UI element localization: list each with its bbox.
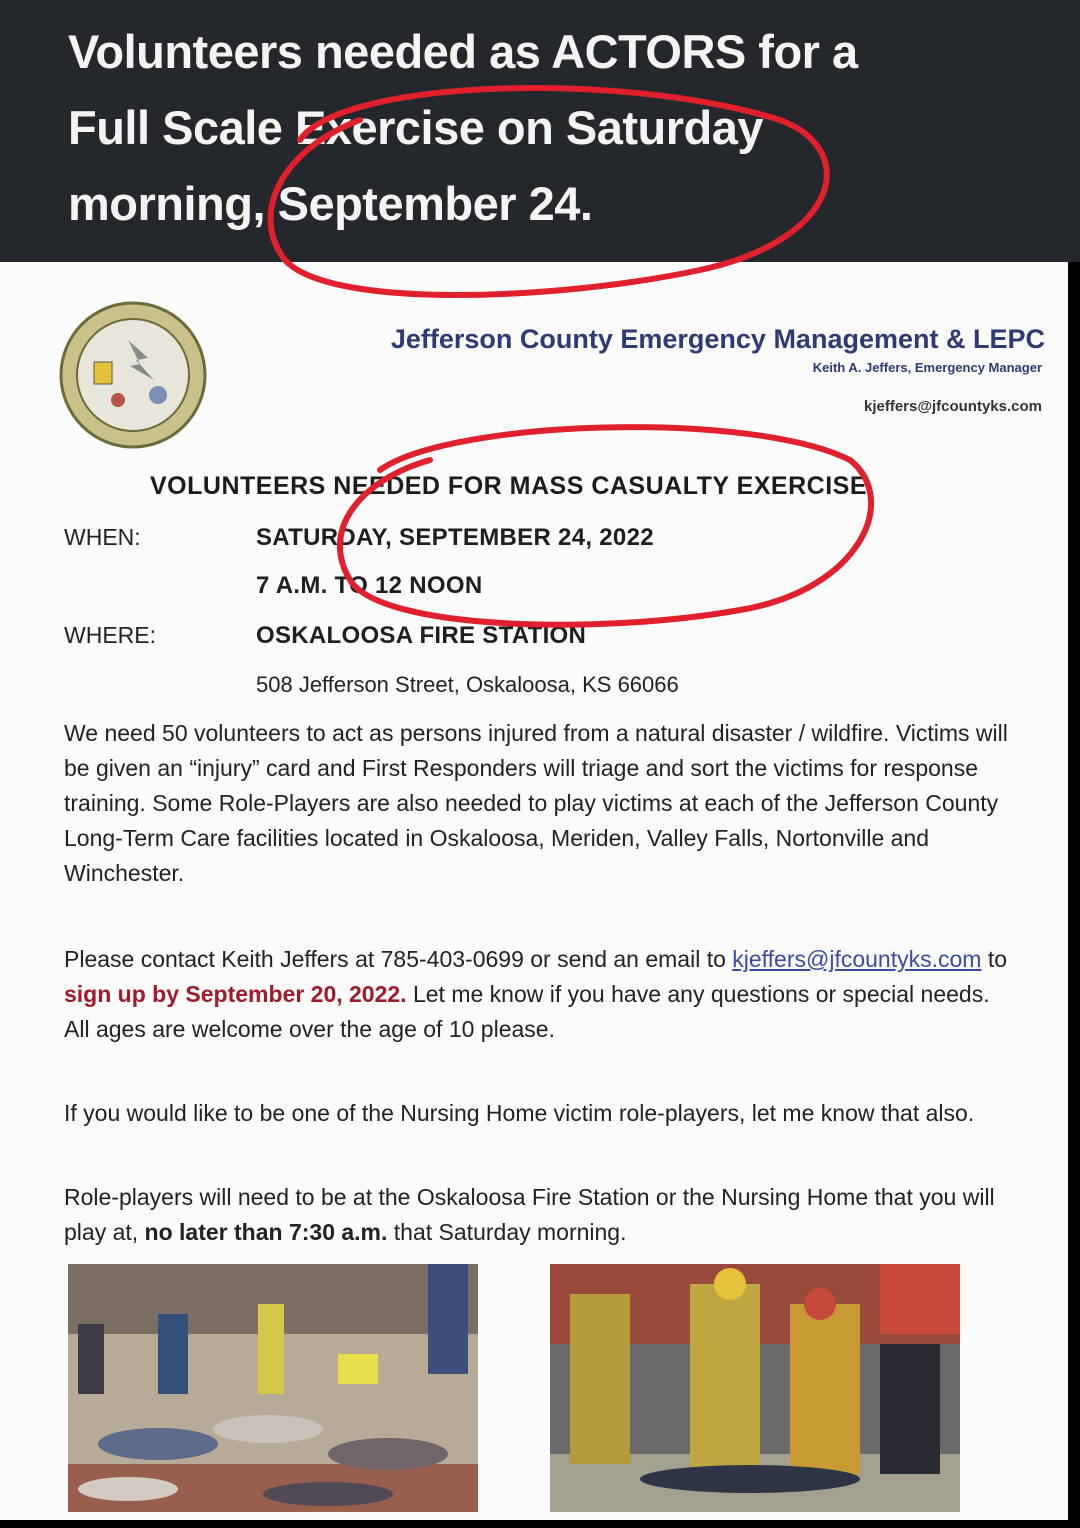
post-title-line1: Volunteers needed as ACTORS for a [68,25,858,78]
signup-deadline: sign up by September 20, 2022. [64,981,407,1007]
arrival-time: no later than 7:30 a.m. [144,1219,388,1245]
email-link[interactable]: kjeffers@jfcountyks.com [732,946,982,972]
when-time: 7 A.M. TO 12 NOON [256,572,483,599]
manager-name: Keith A. Jeffers, Emergency Manager [812,360,1042,375]
firefighters-photo [550,1264,960,1512]
right-border [1068,262,1080,1528]
body-paragraph-2 [64,942,1014,1047]
body-paragraph-3: If you would like to be one of the Nursing Home victim role-players, let me know that also. [64,1100,975,1126]
post-title-line2: Full Scale Exercise on Saturday [68,101,764,154]
victims-photo [68,1264,478,1512]
flyer-document [0,262,1068,1520]
post-title [68,14,1058,242]
flyer-headline: VOLUNTEERS NEEDED FOR MASS CASUALTY EXERCISE [150,472,867,500]
to-text: to [981,946,1008,972]
where-place: OSKALOOSA FIRE STATION [256,622,587,649]
arrival-end: that Saturday morning. [387,1219,627,1245]
org-name: Jefferson County Emergency Management & LEPC [390,324,1045,354]
contact-text: Please contact Keith Jeffers at 785-403-0699 or send an email to [64,946,733,972]
post-title-line3: morning, September 24. [68,177,593,230]
when-date: SATURDAY, SEPTEMBER 24, 2022 [256,524,654,551]
county-seal-icon [58,300,208,450]
body-paragraph-1: We need 50 volunteers to act as persons injured from a natural disaster / wildfire. Victims will be given an “injury” card and First Responders will triage and sort the victims for response training. Some Role-Players are also needed to play victims at each of the Jefferson County Long-Term Care facilities located in Oskaloosa, Meriden, Valley Falls, Nortonville and Winchester. [64,720,1008,886]
where-address: 508 Jefferson Street, Oskaloosa, KS 66066 [256,672,679,697]
letterhead-email[interactable]: kjeffers@jfcountyks.com [863,398,1042,415]
body-paragraph-4 [64,1180,1014,1250]
where-label: WHERE: [64,622,156,648]
arrival-text: Role-players will need to be at the Oskaloosa Fire Station or the Nursing Home that you will play at, [64,1184,995,1245]
questions-text: Let me know if you have any questions or special needs. All ages are welcome over the age of 10 please. [64,981,990,1042]
when-label: WHEN: [64,524,141,550]
post-header [0,0,1080,262]
